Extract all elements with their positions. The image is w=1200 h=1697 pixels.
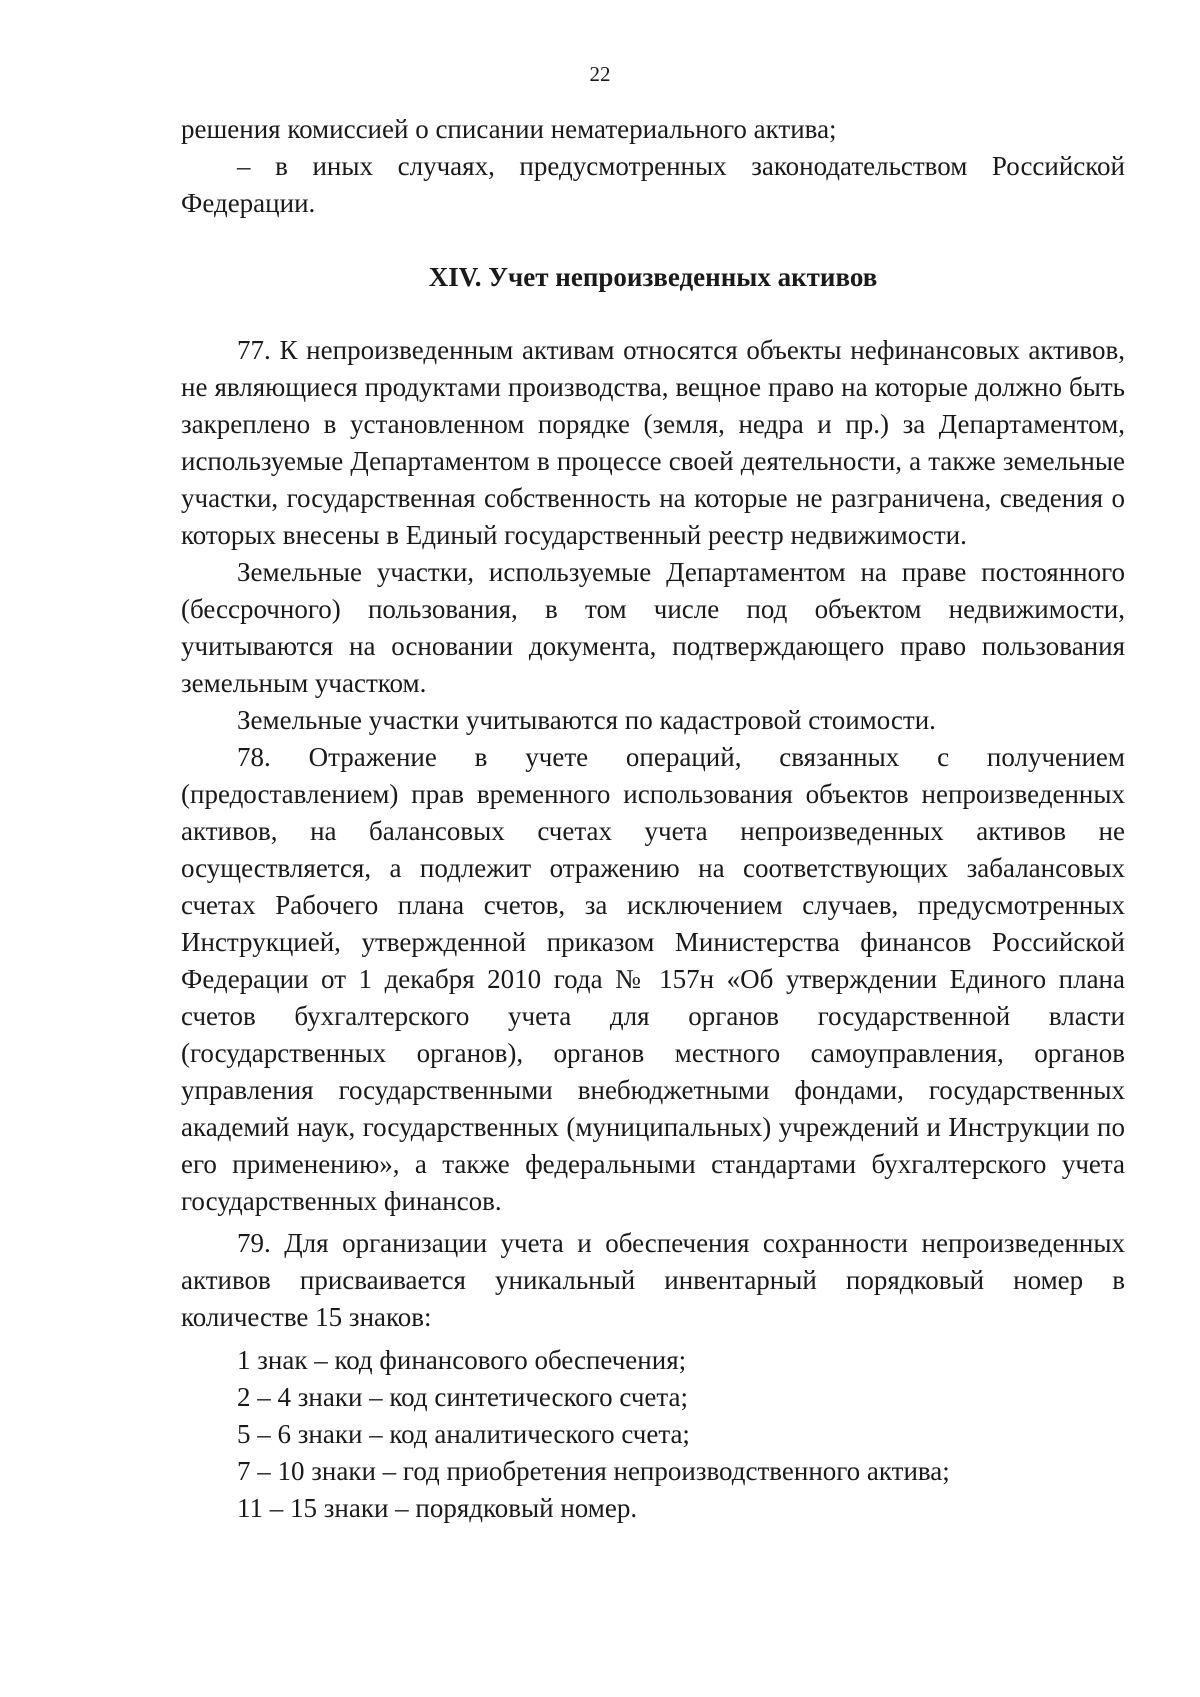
document-body: [181, 111, 1125, 1527]
intro-line-1: решения комиссией о списании нематериального актива;: [181, 114, 837, 144]
list-item: 2 – 4 знаки – код синтетического счета;: [237, 1382, 689, 1412]
list-item: 5 – 6 знаки – код аналитического счета;: [237, 1419, 690, 1449]
section-title: XIV. Учет непроизведенных активов: [428, 262, 878, 292]
paragraph-land-plots: Земельные участки, используемые Департаментом на праве постоянного (бессрочного) пользования, в том числе под объектом недвижимости, учитываются на основании документа, подтверждающего право пользования земельным участком.: [181, 557, 1125, 698]
list-item: 7 – 10 знаки – год приобретения непроизводственного актива;: [237, 1456, 950, 1486]
list-item: 1 знак – код финансового обеспечения;: [237, 1345, 687, 1375]
paragraph-77: 77. К непроизведенным активам относятся объекты нефинансовых активов, не являющиеся продуктами производства, вещное право на которые должно быть закреплено в установленном порядке (земля, недра и пр.) за Департаментом, используемые Департаментом в процессе своей деятельности, а также земельные участки, государственная собственность на которые не разграничена, сведения о которых внесены в Единый государственный реестр недвижимости.: [181, 335, 1125, 550]
inventory-number-list: [181, 1342, 1125, 1527]
paragraph-79: 79. Для организации учета и обеспечения сохранности непроизведенных активов присваивается уникальный инвентарный порядковый номер в количестве 15 знаков:: [181, 1228, 1125, 1332]
paragraph-78: 78. Отражение в учете операций, связанных с получением (предоставлением) прав временного использования объектов непроизведенных активов, на балансовых счетах учета непроизведенных активов не осуществляется, а подлежит отражению на соответствующих забалансовых счетах Рабочего плана счетов, за исключением случаев, предусмотренных Инструкцией, утвержденной приказом Министерства финансов Российской Федерации от 1 декабря 2010 года № 157н «Об утверждении Единого плана счетов бухгалтерского учета для органов государственной власти (государственных органов), органов местного самоуправления, органов управления государственными внебюджетными фондами, государственных академий наук, государственных (муниципальных) учреждений и Инструкции по его применению», а также федеральными стандартами бухгалтерского учета государственных финансов.: [181, 742, 1125, 1216]
list-item: 11 – 15 знаки – порядковый номер.: [237, 1493, 638, 1523]
intro-line-2: – в иных случаях, предусмотренных законодательством Российской Федерации.: [181, 151, 1125, 218]
paragraph-cadastral-value: Земельные участки учитываются по кадастровой стоимости.: [237, 705, 936, 735]
page-number: 22: [589, 62, 611, 86]
